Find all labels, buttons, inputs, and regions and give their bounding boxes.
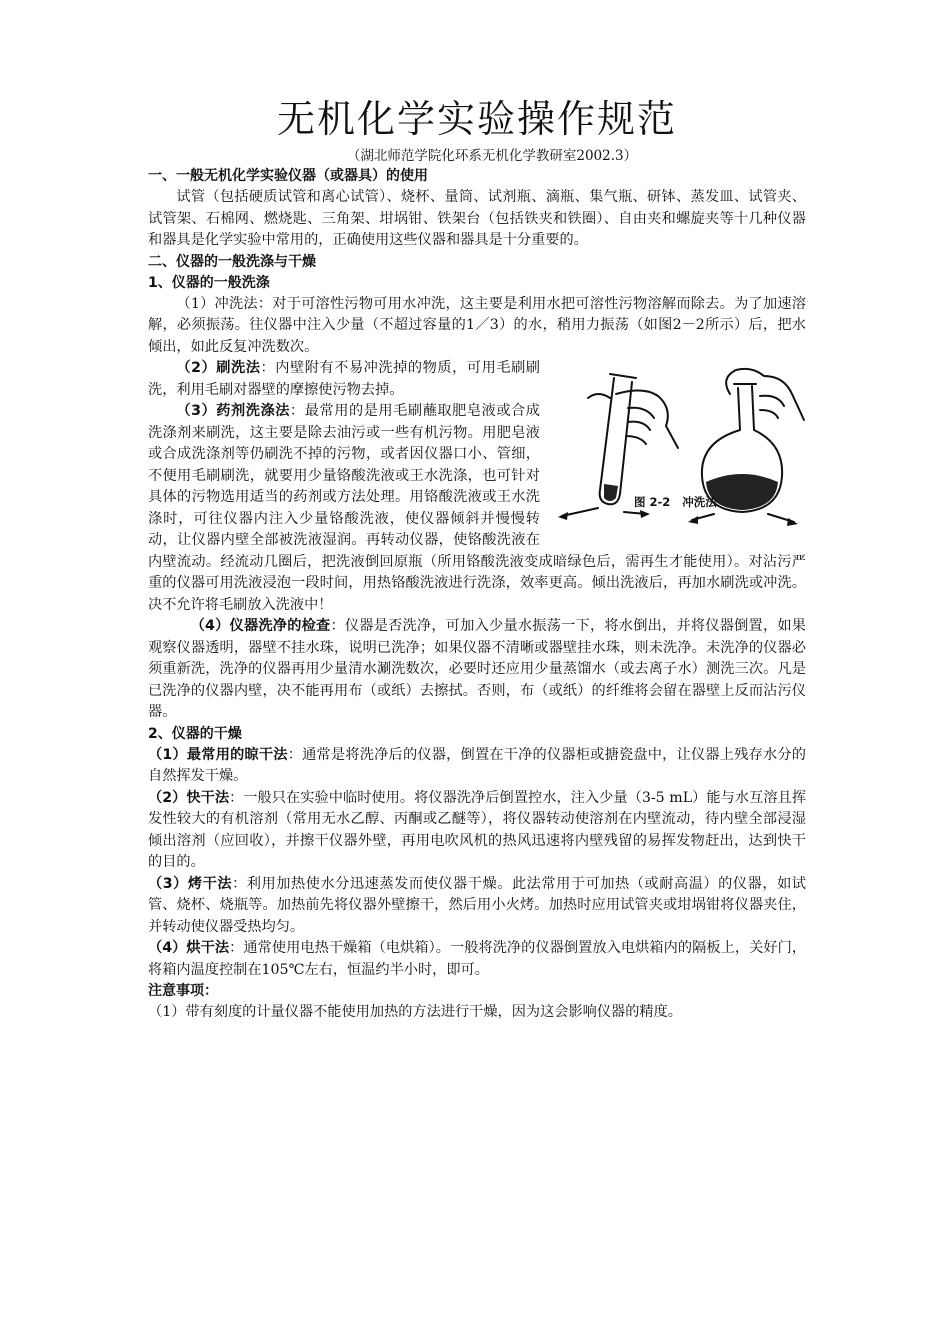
air-dry-text: ：通常是将洗净后的仪器，倒置在干净的仪器柜或搪瓷盘中，让仪器上残存水分的自然挥发干燥。 — [148, 746, 806, 784]
oven-dry-label: （4）烘干法 — [148, 940, 230, 956]
reagent-label: （3）药剂洗涤法 — [176, 403, 290, 419]
check-label: （4）仪器洗净的检查 — [190, 618, 331, 634]
paragraph-check — [148, 616, 806, 724]
figure-caption: 图 2-2 冲洗法 — [634, 495, 717, 509]
section2-heading: 二、仪器的一般洗涤与干燥 — [148, 253, 316, 270]
brush-text: ：内壁附有不易冲洗掉的物质，可用毛刷刷洗，利用毛刷对器壁的摩擦使污物去掉。 — [148, 360, 540, 398]
air-dry-label: （1）最常用的晾干法 — [148, 746, 288, 763]
subsection-washing-heading: 1、仪器的一般洗涤 — [148, 274, 270, 291]
paragraph-air-dry — [148, 745, 806, 788]
paragraph-rinse — [148, 294, 806, 359]
rinse-text: ：对于可溶性污物可用水冲洗，这主要是利用水把可溶性污物溶解而除去。为了加速溶解，必须振荡。往仪器中注入少量（不超过容量的1／3）的水，稍用力振荡（如图2－2所示）后，把水倾出，如此反复冲洗数次。 — [148, 295, 806, 355]
document-page — [148, 92, 806, 1024]
section1-heading: 一、一般无机化学实验仪器（或器具）的使用 — [148, 168, 428, 184]
notes-heading: 注意事项： — [148, 983, 218, 999]
bake-dry-text: ：利用加热使水分迅速蒸发而使仪器干燥。此法常用于可加热（或耐高温）的仪器，如试管、烧杯、烧瓶等。加热前先将仪器外壁擦干，然后用小火烤。加热时应用试管夹或坩埚钳将仪器夹住，并转动使仪器受热均匀。 — [148, 875, 806, 935]
rinse-label: （1）冲洗法 — [176, 295, 258, 312]
brush-label: （2）刷洗法 — [176, 360, 261, 376]
paragraph-bake-dry — [148, 874, 806, 939]
oven-dry-text: ：通常使用电热干燥箱（电烘箱）。一般将洗净的仪器倒置放入电烘箱内的隔板上，关好门，将箱内温度控制在105℃左右，恒温约半小时，即可。 — [148, 940, 807, 978]
quick-dry-text: ：一般只在实验中临时使用。将仪器洗净后倒置控水，注入少量（3-5 mL）能与水互溶且挥发性较大的有机溶剂（常用无水乙醇、丙酮或乙醚等），将仪器转动使溶剂在内壁流动，待内壁全部浸湿倾出溶剂（应回收），并擦干仪器外壁，再用电吹风机的热风迅速将内壁残留的易挥发物赶出，达到快干的目的。 — [148, 789, 807, 870]
document-subtitle: （湖北师范学院化环系无机化学教研室2002.3） — [346, 148, 638, 164]
quick-dry-label: （2）快干法 — [148, 789, 230, 806]
paragraph-oven-dry — [148, 938, 806, 981]
rinsing-illustration — [554, 364, 822, 540]
section1-body: 试管（包括硬质试管和离心试管）、烧杯、量筒、试剂瓶、滴瓶、集气瓶、研钵、蒸发皿、试管夹、试管架、石棉网、燃烧匙、三角架、坩埚钳、铁架台（包括铁夹和铁圈）、自由夹和螺旋夹等十几种仪器和器具是化学实验中常用的，正确使用这些仪器和器具是十分重要的。 — [148, 189, 806, 248]
paragraph-quick-dry — [148, 788, 806, 874]
figure-rinsing — [554, 364, 822, 540]
bake-dry-label: （3）烤干法 — [148, 875, 233, 892]
document-title: 无机化学实验操作规范 — [276, 97, 677, 141]
note-item: （1）带有刻度的计量仪器不能使用加热的方法进行干燥，因为这会影响仪器的精度。 — [148, 1004, 682, 1020]
check-text: ：仪器是否洗净，可加入少量水振荡一下，将水倒出，并将仪器倒置，如果观察仪器透明，器壁不挂水珠，说明已洗净；如果仪器不清晰或器壁挂水珠，则未洗净。未洗净的仪器必须重新洗，洗净的仪器再用少量清水涮洗数次，必要时还应用少量蒸馏水（或去离子水）测洗三次。凡是已洗净的仪器内壁，决不能再用布（或纸）去擦拭。否则，布（或纸）的纤维将会留在器壁上反而沾污仪器。 — [148, 618, 806, 720]
reagent-text: ：最常用的是用毛刷蘸取肥皂液或合成洗涤剂来刷洗，这主要是除去油污或一些有机污物。用肥皂液或合成洗涤剂等仍刷洗不掉的污物，或者因仪器口小、管细，不便用毛刷刷洗，就要用少量铬酸洗液或王水洗涤，也可针对具体的污物选用适当的药剂或方法处理。用铬酸洗液或王水洗涤时，可往仪器内注入少量铬酸洗液，使仪器倾斜并慢慢转动，让仪器内壁全部被洗液湿润。再转动仪器，使铬酸洗液在内壁流动。经流动几圈后，把洗液倒回原瓶（所用铬酸洗液变成暗绿色后，需再生才能使用）。对沾污严重的仪器可用洗液浸泡一段时间，用热铬酸洗液进行洗涤，效率更高。倾出洗液后，再加水刷洗或冲洗。决不允许将毛刷放入洗液中！ — [148, 403, 806, 613]
subsection-drying-heading: 2、仪器的干燥 — [148, 725, 242, 742]
